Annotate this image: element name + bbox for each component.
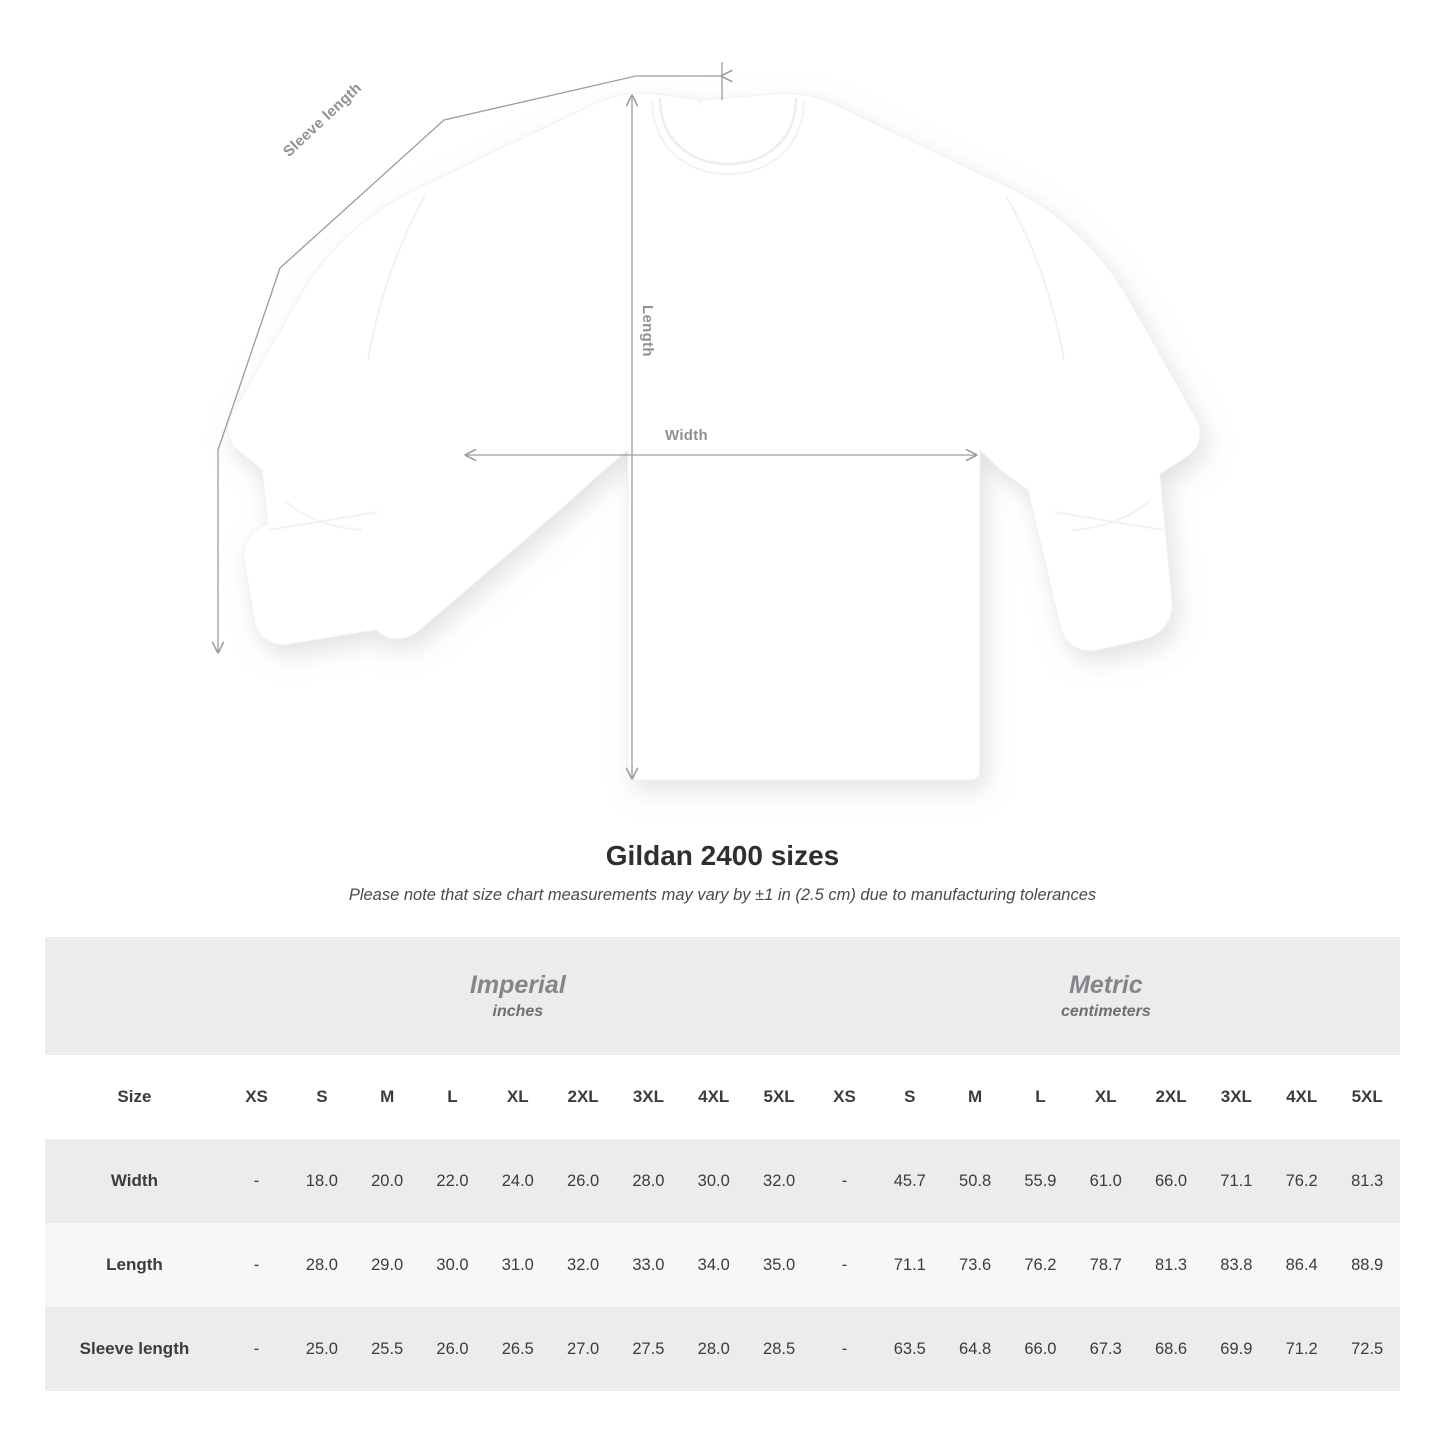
cell-width-met-xl: 61.0	[1073, 1139, 1138, 1223]
column-header-imp-4xl: 4XL	[681, 1055, 746, 1139]
cell-width-met-5xl: 81.3	[1334, 1139, 1400, 1223]
cell-length-met-xl: 78.7	[1073, 1223, 1138, 1307]
system-unit-imperial: inches	[492, 1003, 544, 1021]
tolerance-note: Please note that size chart measurements may vary by ±1 in (2.5 cm) due to manufacturing tolerances	[348, 886, 1097, 904]
cell-width-met-m: 50.8	[942, 1139, 1007, 1223]
cell-sleeve-imp-s: 25.0	[289, 1307, 354, 1391]
width-label: Width	[665, 427, 709, 444]
column-header-met-m: M	[942, 1055, 1007, 1139]
cell-width-imp-s: 18.0	[289, 1139, 354, 1223]
cell-width-met-xs: -	[812, 1139, 877, 1223]
cell-sleeve-imp-l: 26.0	[420, 1307, 485, 1391]
column-header-imp-m: M	[355, 1055, 420, 1139]
cell-width-met-3xl: 71.1	[1204, 1139, 1269, 1223]
cell-width-met-s: 45.7	[877, 1139, 942, 1223]
cell-sleeve-imp-m: 25.5	[355, 1307, 420, 1391]
system-header-imperial	[224, 937, 812, 1055]
row-label-length: Length	[45, 1223, 224, 1307]
column-header-met-5xl: 5XL	[1334, 1055, 1400, 1139]
cell-sleeve-met-2xl: 68.6	[1138, 1307, 1203, 1391]
system-header-metric	[812, 937, 1400, 1055]
cell-length-met-s: 71.1	[877, 1223, 942, 1307]
cell-sleeve-met-5xl: 72.5	[1334, 1307, 1400, 1391]
cell-width-imp-4xl: 30.0	[681, 1139, 746, 1223]
cell-length-imp-xs: -	[224, 1223, 289, 1307]
cell-length-met-3xl: 83.8	[1204, 1223, 1269, 1307]
table-row	[45, 1223, 1400, 1307]
column-header-met-s: S	[877, 1055, 942, 1139]
cell-length-imp-xl: 31.0	[485, 1223, 550, 1307]
system-header-blank	[45, 937, 224, 1055]
cell-sleeve-met-l: 66.0	[1008, 1307, 1073, 1391]
column-header-imp-l: L	[420, 1055, 485, 1139]
cell-length-imp-s: 28.0	[289, 1223, 354, 1307]
cell-sleeve-met-xl: 67.3	[1073, 1307, 1138, 1391]
page-title: Gildan 2400 sizes	[605, 840, 840, 871]
cell-sleeve-met-4xl: 71.2	[1269, 1307, 1334, 1391]
cell-sleeve-imp-5xl: 28.5	[746, 1307, 811, 1391]
cell-sleeve-met-m: 64.8	[942, 1307, 1007, 1391]
cell-length-met-4xl: 86.4	[1269, 1223, 1334, 1307]
column-header-imp-5xl: 5XL	[746, 1055, 811, 1139]
size-header-row	[45, 1055, 1400, 1139]
cell-length-met-2xl: 81.3	[1138, 1223, 1203, 1307]
cell-width-imp-2xl: 26.0	[550, 1139, 615, 1223]
column-header-imp-xl: XL	[485, 1055, 550, 1139]
column-header-imp-xs: XS	[224, 1055, 289, 1139]
cell-length-imp-m: 29.0	[355, 1223, 420, 1307]
cell-width-imp-xl: 24.0	[485, 1139, 550, 1223]
cell-length-imp-l: 30.0	[420, 1223, 485, 1307]
system-unit-metric: centimeters	[1060, 1003, 1151, 1021]
chart-caption	[0, 840, 1445, 905]
size-chart-table-wrap	[45, 937, 1400, 1391]
cell-width-met-l: 55.9	[1008, 1139, 1073, 1223]
cell-sleeve-imp-xl: 26.5	[485, 1307, 550, 1391]
column-header-size: Size	[45, 1055, 224, 1139]
system-header-row	[45, 937, 1400, 1055]
cell-width-imp-3xl: 28.0	[616, 1139, 681, 1223]
shirt-shape	[228, 93, 1200, 780]
system-name-metric: Metric	[1069, 970, 1143, 999]
cell-width-imp-5xl: 32.0	[746, 1139, 811, 1223]
cell-length-imp-5xl: 35.0	[746, 1223, 811, 1307]
column-header-met-xl: XL	[1073, 1055, 1138, 1139]
row-label-sleeve-length: Sleeve length	[45, 1307, 224, 1391]
cell-width-met-2xl: 66.0	[1138, 1139, 1203, 1223]
cell-width-imp-xs: -	[224, 1139, 289, 1223]
table-row	[45, 1139, 1400, 1223]
cell-width-imp-m: 20.0	[355, 1139, 420, 1223]
column-header-imp-2xl: 2XL	[550, 1055, 615, 1139]
column-header-imp-3xl: 3XL	[616, 1055, 681, 1139]
column-header-met-4xl: 4XL	[1269, 1055, 1334, 1139]
cell-length-met-xs: -	[812, 1223, 877, 1307]
cell-sleeve-met-s: 63.5	[877, 1307, 942, 1391]
cell-sleeve-imp-xs: -	[224, 1307, 289, 1391]
cell-length-imp-2xl: 32.0	[550, 1223, 615, 1307]
cell-length-met-m: 73.6	[942, 1223, 1007, 1307]
cell-sleeve-imp-2xl: 27.0	[550, 1307, 615, 1391]
column-header-met-2xl: 2XL	[1138, 1055, 1203, 1139]
column-header-met-l: L	[1008, 1055, 1073, 1139]
column-header-imp-s: S	[289, 1055, 354, 1139]
column-header-met-3xl: 3XL	[1204, 1055, 1269, 1139]
size-chart-table	[45, 937, 1400, 1391]
table-row	[45, 1307, 1400, 1391]
column-header-met-xs: XS	[812, 1055, 877, 1139]
cell-length-imp-4xl: 34.0	[681, 1223, 746, 1307]
cell-sleeve-imp-4xl: 28.0	[681, 1307, 746, 1391]
cell-length-imp-3xl: 33.0	[616, 1223, 681, 1307]
sleeve-length-label: Sleeve length	[280, 79, 366, 161]
cell-sleeve-met-3xl: 69.9	[1204, 1307, 1269, 1391]
row-label-width: Width	[45, 1139, 224, 1223]
system-name-imperial: Imperial	[469, 970, 566, 999]
cell-length-met-5xl: 88.9	[1334, 1223, 1400, 1307]
cell-width-met-4xl: 76.2	[1269, 1139, 1334, 1223]
length-label: Length	[639, 305, 656, 357]
cell-sleeve-imp-3xl: 27.5	[616, 1307, 681, 1391]
cell-length-met-l: 76.2	[1008, 1223, 1073, 1307]
cell-width-imp-l: 22.0	[420, 1139, 485, 1223]
cell-sleeve-met-xs: -	[812, 1307, 877, 1391]
